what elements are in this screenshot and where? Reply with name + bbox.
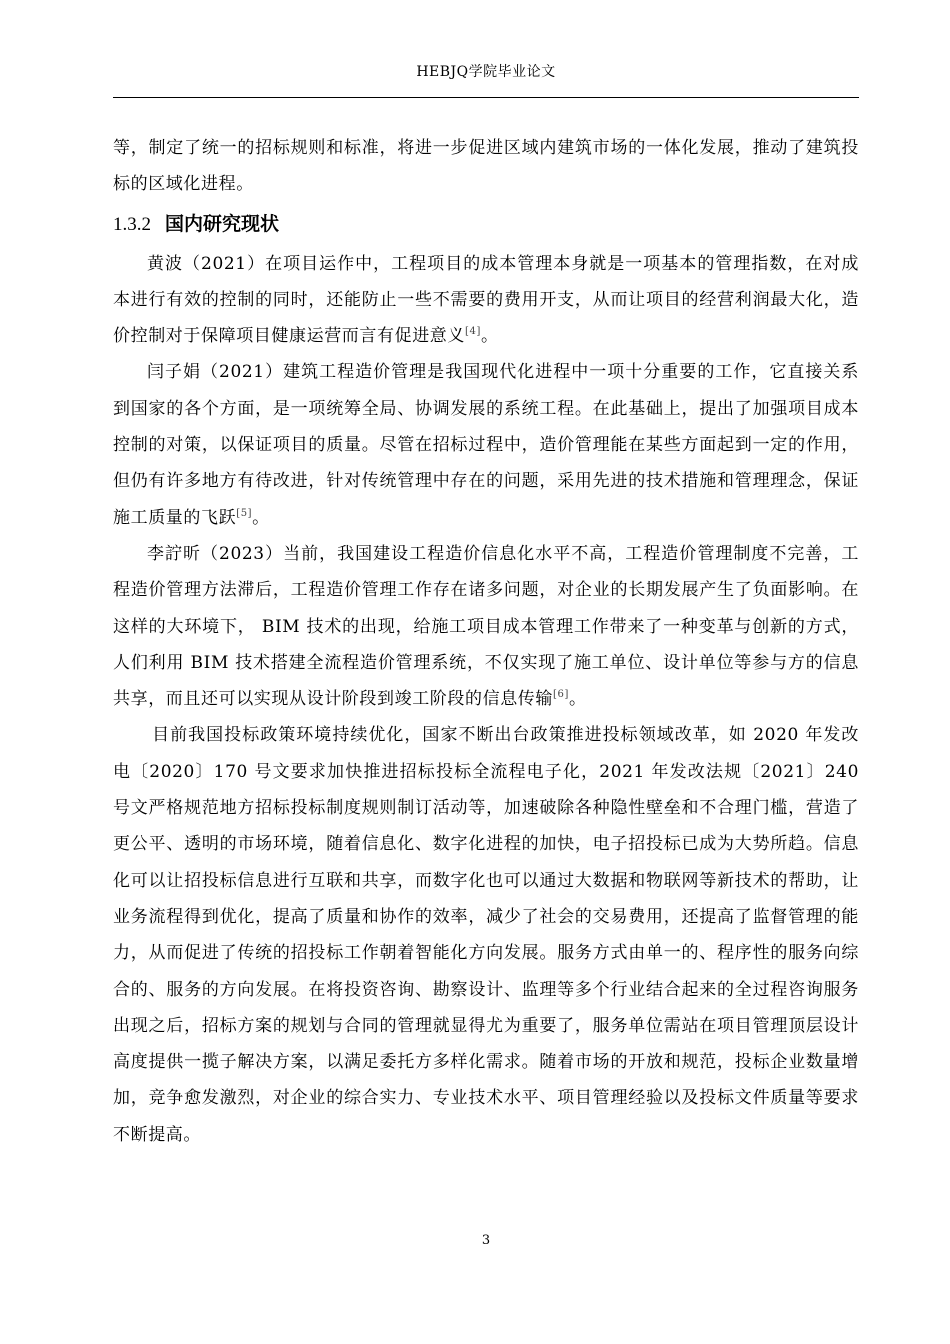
section-number: 1.3.2	[113, 213, 151, 235]
citation-5: [5]	[236, 507, 253, 519]
header-divider	[113, 97, 859, 98]
paragraph-text: 李詝昕（2023）当前，我国建设工程造价信息化水平不高，工程造价管理制度不完善，工程造价管理方法滞后，工程造价管理工作存在诸多问题，对企业的长期发展产生了负面影响。在这样的大环境下， BIM 技术的出现，给施工项目成本管理工作带来了一种变革与创新的方式，人们利用 BIM 技术搭建全流程造价管理系统，不仅实现了施工单位、设计单位等参与方的信息共享，而且还可以实现从设计阶段到竣工阶段的信息传输	[113, 543, 859, 710]
paragraph-end: 。	[480, 326, 499, 347]
paper-body	[113, 130, 859, 1153]
paragraph-huangbo	[113, 246, 859, 355]
paragraph-text: 黄波（2021）在项目运作中，工程项目的成本管理本身就是一项基本的管理指数，在对成本进行有效的控制的同时，还能防止一些不需要的费用开支，从而让项目的经营利润最大化，造价控制对于保障项目健康运营而言有促进意义	[113, 253, 859, 347]
section-heading	[113, 207, 859, 242]
paragraph-lixuxin	[113, 536, 859, 717]
section-title: 国内研究现状	[165, 212, 280, 235]
paragraph-policy: 目前我国投标政策环境持续优化，国家不断出台政策推进投标领域改革，如 2020 年发改电〔2020〕170 号文要求加快推进招标投标全流程电子化，2021 年发改法规〔2021〕240 号文严格规范地方招标投标制度规则制订活动等，加速破除各种隐性壁垒和不合理门槛，营造了更公平、透明的市场环境，随着信息化、数字化进程的加快，电子招投标已成为大势所趋。信息化可以让招投标信息进行互联和共享，而数字化也可以通过大数据和物联网等新技术的帮助，让业务流程得到优化，提高了质量和协作的效率，减少了社会的交易费用，还提高了监督管理的能力，从而促进了传统的招投标工作朝着智能化方向发展。服务方式由单一的、程序性的服务向综合的、服务的方向发展。在将投资咨询、勘察设计、监理等多个行业结合起来的全过程咨询服务出现之后，招标方案的规划与合同的管理就显得尤为重要了，服务单位需站在项目管理顶层设计高度提供一揽子解决方案，以满足委托方多样化需求。随着市场的开放和规范，投标企业数量增加，竞争愈发激烈，对企业的综合实力、专业技术水平、项目管理经验以及投标文件质量等要求不断提高。	[113, 725, 859, 1145]
paragraph-end: 。	[568, 689, 587, 710]
citation-6: [6]	[553, 689, 569, 701]
paragraph-text: 闫子娟（2021）建筑工程造价管理是我国现代化进程中一项十分重要的工作，它直接关系到国家的各个方面，是一项统筹全局、协调发展的系统工程。在此基础上，提出了加强项目成本控制的对策，以保证项目的质量。尽管在招标过程中，造价管理能在某些方面起到一定的作用，但仍有许多地方有待改进，针对传统管理中存在的问题，采用先进的技术措施和管理理念，保证施工质量的飞跃	[113, 362, 859, 528]
citation-4: [4]	[465, 326, 481, 338]
paragraph-end: 。	[252, 507, 270, 528]
paragraph-continuation: 等，制定了统一的招标规则和标准，将进一步促进区域内建筑市场的一体化发展，推动了建筑投标的区域化进程。	[113, 138, 859, 195]
running-header: HEBJQ学院毕业论文	[416, 64, 556, 80]
page-number: 3	[481, 1233, 491, 1248]
paragraph-yanzijuan	[113, 354, 859, 535]
